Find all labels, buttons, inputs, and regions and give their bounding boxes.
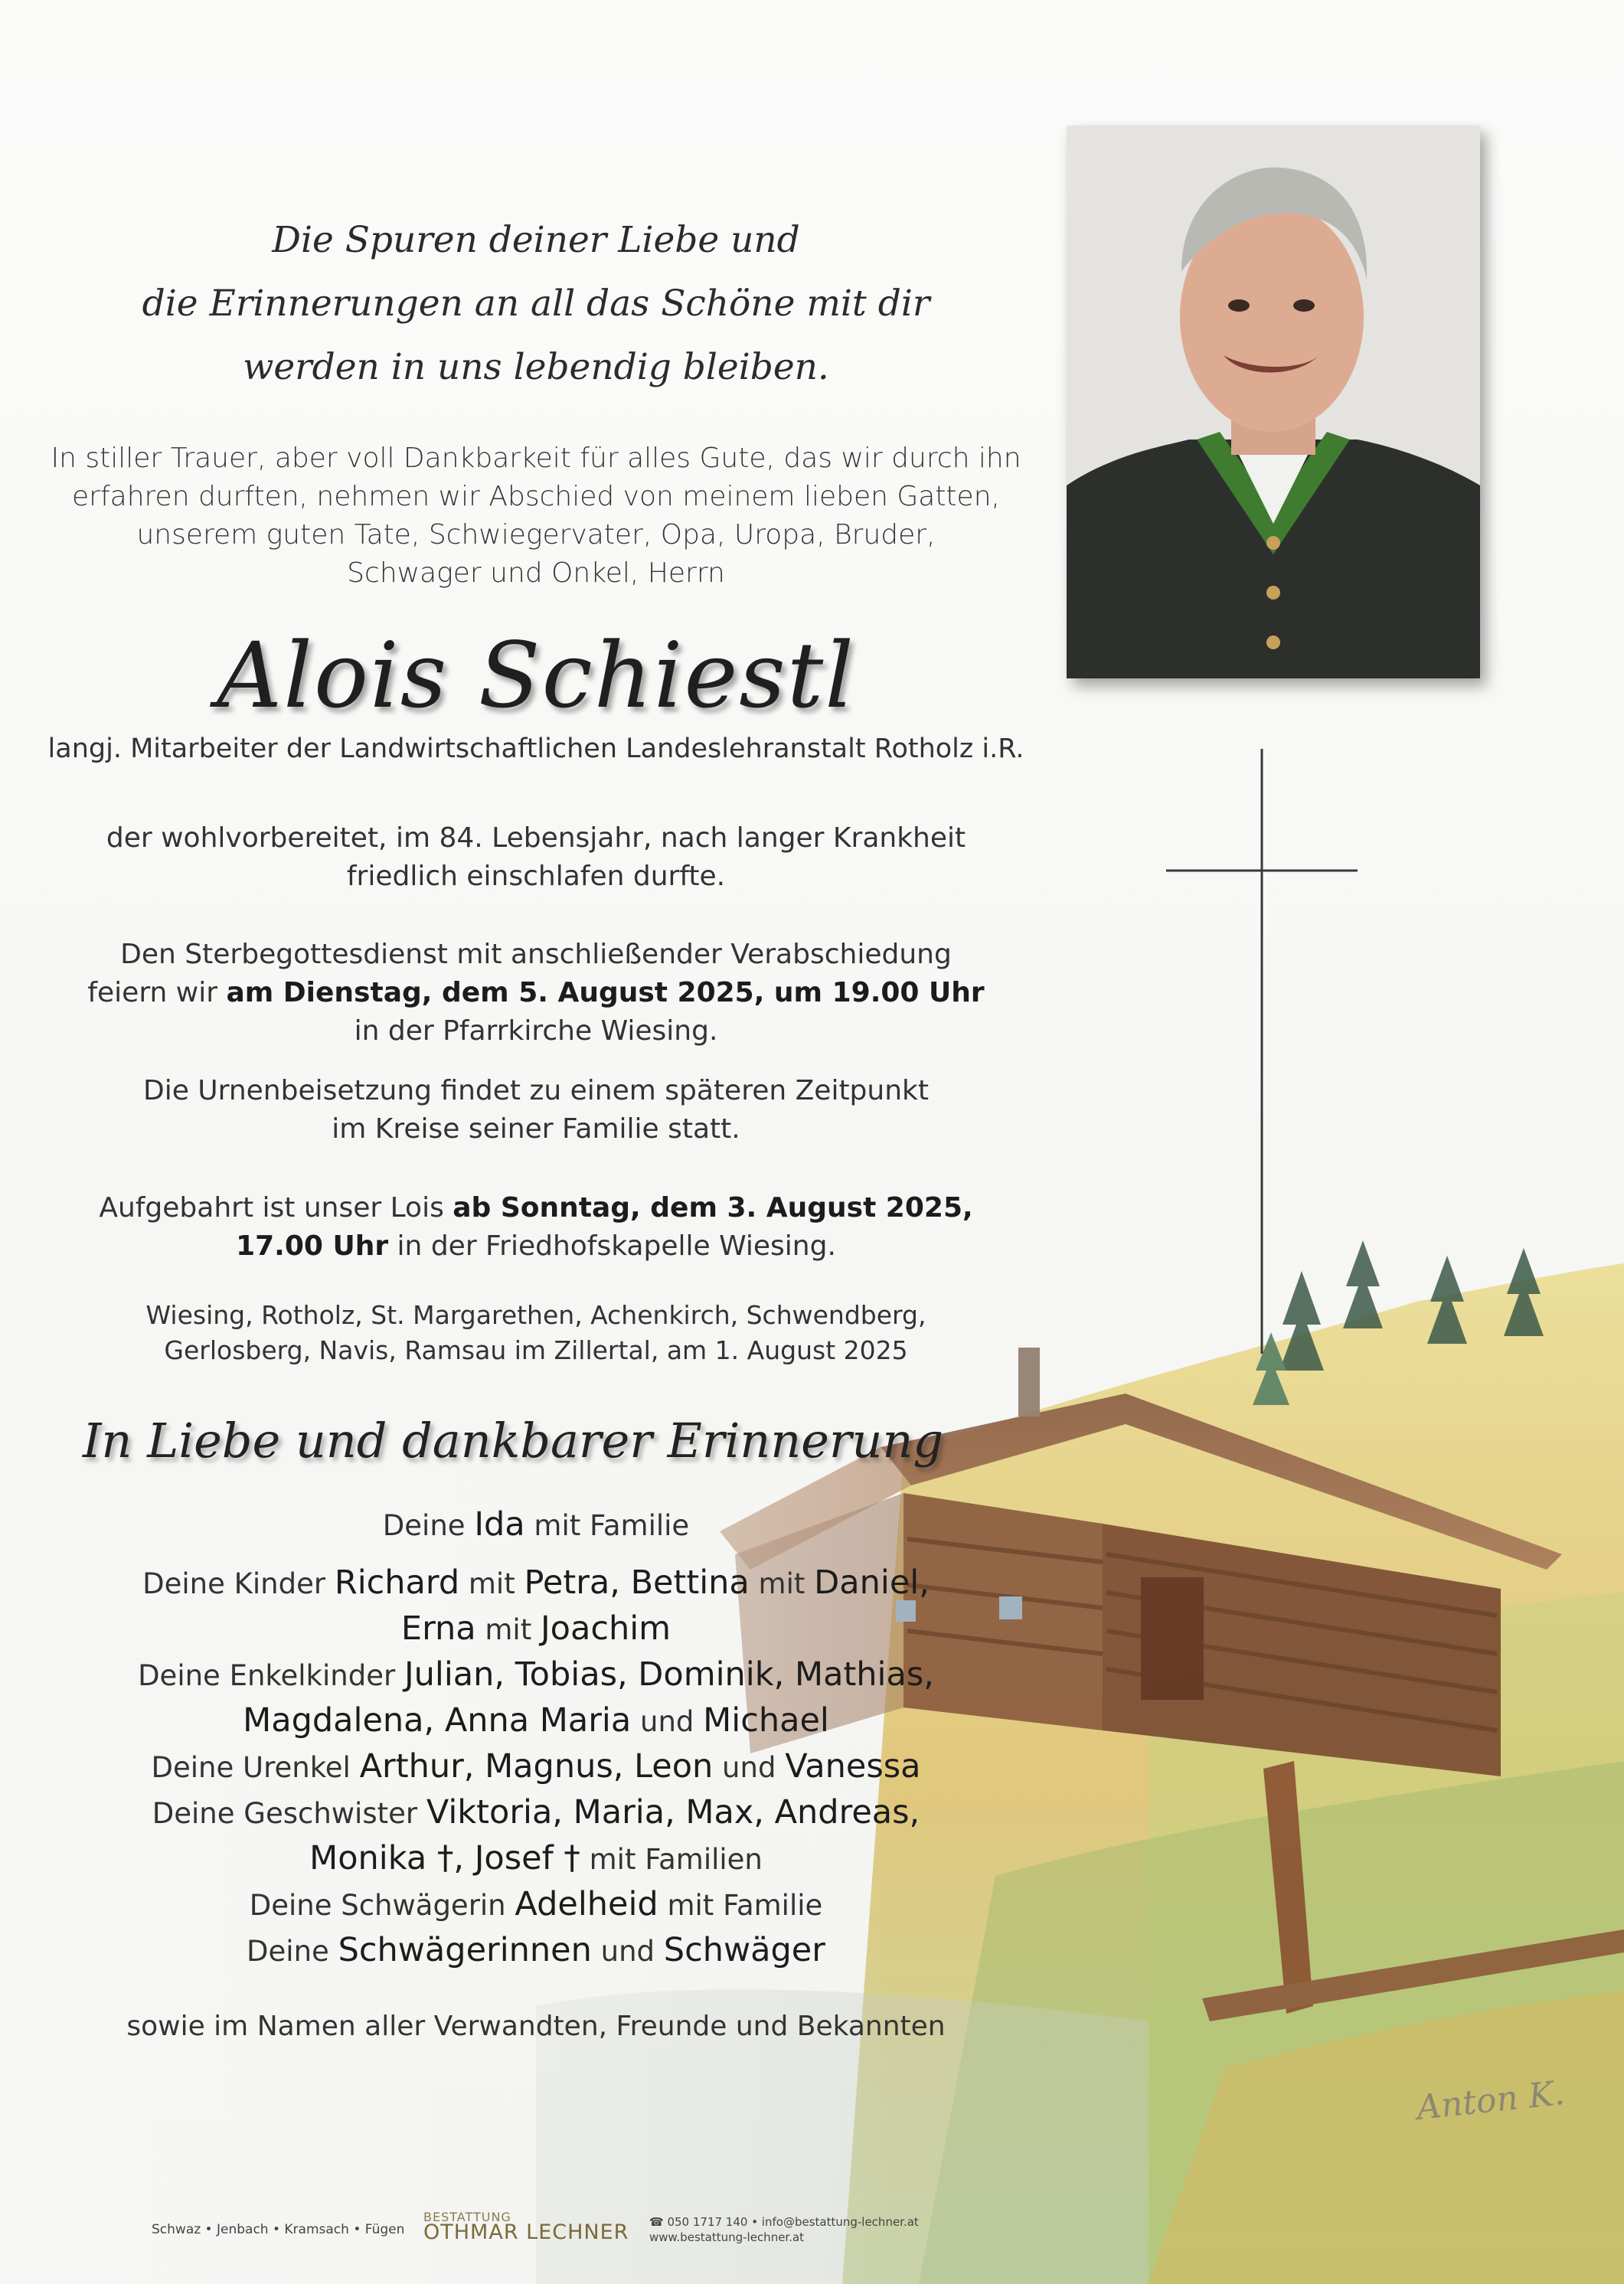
viewing-line [46, 1227, 1026, 1266]
deceased-occupation: langj. Mitarbeiter der Landwirtschaftlichen Landeslehranstalt Rotholz i.R. [47, 734, 1024, 764]
footer-phone-email: ☎ 050 1717 140 • info@bestattung-lechner.at [649, 2215, 919, 2229]
urn-notice [46, 1072, 1026, 1149]
service-line: in der Pfarrkirche Wiesing. [354, 1015, 718, 1047]
intro-line: In stiller Trauer, aber voll Dankbarkeit für alles Gute, das wir durch ihn [51, 443, 1021, 474]
family-grandchildren-cont [46, 1698, 1026, 1744]
intro-line: unserem guten Tate, Schwiegervater, Opa, Uropa, Bruder, [136, 519, 936, 551]
family-text: Deine Enkelkinder [138, 1659, 404, 1692]
cross-icon [1166, 749, 1358, 1354]
viewing-time: 17.00 Uhr [236, 1230, 389, 1262]
family-grandchildren [46, 1652, 1026, 1698]
motto [46, 208, 1026, 399]
service-line: Den Sterbegottesdienst mit anschließender Verabschiedung [120, 939, 952, 970]
intro-line: Schwager und Onkel, Herrn [347, 557, 725, 589]
footer [152, 2205, 994, 2251]
family-text: mit Familie [524, 1509, 690, 1542]
family-name: Richard [334, 1564, 460, 1602]
footer-contact [649, 2214, 919, 2245]
places-line: Gerlosberg, Navis, Ramsau im Zillertal, am 1. August 2025 [164, 1335, 908, 1365]
service-text: feiern wir [87, 977, 227, 1008]
motto-line: die Erinnerungen an all das Schöne mit dir [142, 283, 930, 325]
intro-paragraph [46, 439, 1026, 593]
family-name: Joachim [540, 1609, 671, 1648]
family-name: Daniel, [814, 1564, 930, 1602]
family-children-cont [46, 1606, 1026, 1652]
family-wife [46, 1502, 1026, 1548]
service-date: am Dienstag, dem 5. August 2025, um 19.00 Uhr [226, 977, 985, 1008]
family-name: Arthur, Magnus, Leon [359, 1747, 714, 1786]
deceased-name: Alois Schiestl [216, 622, 855, 728]
family-text: mit [475, 1613, 541, 1646]
family-name: Julian, Tobias, Dominik, Mathias, [404, 1655, 934, 1694]
brand-big: OTHMAR LECHNER [423, 2220, 629, 2244]
motto-line: Die Spuren deiner Liebe und [272, 219, 800, 261]
urn-line: im Kreise seiner Familie statt. [332, 1113, 740, 1145]
family-sisterinlaw [46, 1882, 1026, 1928]
family-text: Deine [247, 1935, 338, 1968]
brand-small: BESTATTUNG [423, 2210, 511, 2224]
intro-line: erfahren durften, nehmen wir Abschied von meinem lieben Gatten, [72, 481, 1000, 512]
family-text: Deine Schwägerin [249, 1889, 515, 1922]
family-name: Vanessa [785, 1747, 921, 1786]
painter-signature: Anton K. [1414, 2073, 1567, 2128]
viewing-location: in der Friedhofskapelle Wiesing. [388, 1230, 836, 1262]
death-notice [46, 819, 1026, 896]
family-siblings [46, 1790, 1026, 1836]
closing-line: sowie im Namen aller Verwandten, Freunde und Bekannten [126, 2011, 946, 2042]
family-name: Michael [703, 1701, 829, 1740]
family-text: Deine [382, 1509, 475, 1542]
family-name: Magdalena, Anna Maria [243, 1701, 632, 1740]
death-line: der wohlvorbereitet, im 84. Lebensjahr, nach langer Krankheit [106, 822, 966, 854]
footer-website: www.bestattung-lechner.at [649, 2230, 805, 2244]
family-text: und [631, 1705, 704, 1738]
family-name: Erna [400, 1609, 476, 1648]
footer-towns: Schwaz • Jenbach • Kramsach • Fügen [152, 2222, 405, 2237]
urn-line: Die Urnenbeisetzung findet zu einem späteren Zeitpunkt [142, 1075, 930, 1106]
funeral-home-logo [423, 2210, 629, 2244]
family-text: mit Familie [658, 1889, 823, 1922]
family-greatgrandchildren [46, 1744, 1026, 1790]
family-name: Viktoria, Maria, Max, Andreas, [426, 1793, 920, 1831]
death-line: friedlich einschlafen durfte. [346, 861, 726, 892]
family-text: Deine Urenkel [151, 1751, 360, 1784]
motto-line: werden in uns lebendig bleiben. [243, 346, 829, 388]
family-text: und [591, 1935, 664, 1968]
family-list [46, 1560, 1026, 1974]
family-text: mit [459, 1567, 524, 1600]
family-text: Deine Geschwister [152, 1797, 426, 1830]
family-name: Schwägerinnen [338, 1931, 592, 1969]
family-inlaws [46, 1928, 1026, 1974]
places-and-date [46, 1298, 1026, 1368]
viewing-text: Aufgebahrt ist unser Lois [99, 1192, 453, 1224]
family-text: mit Familien [580, 1843, 763, 1876]
family-children [46, 1560, 1026, 1606]
viewing-date: ab Sonntag, dem 3. August 2025, [453, 1192, 973, 1224]
viewing-notice [46, 1189, 1026, 1266]
family-name: Petra, Bettina [524, 1564, 750, 1602]
family-text: mit [749, 1567, 815, 1600]
portrait-photo [1067, 126, 1480, 678]
family-text: Deine Kinder [142, 1567, 335, 1600]
places-line: Wiesing, Rotholz, St. Margarethen, Achenkirch, Schwendberg, [145, 1300, 926, 1330]
service-line [46, 974, 1026, 1012]
viewing-line [46, 1189, 1026, 1227]
family-siblings-cont [46, 1836, 1026, 1882]
remembrance-heading: In Liebe und dankbarer Erinnerung [82, 1413, 944, 1469]
family-name: Ida [474, 1505, 525, 1544]
service-notice [46, 936, 1026, 1051]
family-name: Schwäger [663, 1931, 825, 1969]
family-name: Adelheid [515, 1885, 658, 1923]
family-text: und [713, 1751, 786, 1784]
family-name: Monika †, Josef † [309, 1839, 580, 1877]
